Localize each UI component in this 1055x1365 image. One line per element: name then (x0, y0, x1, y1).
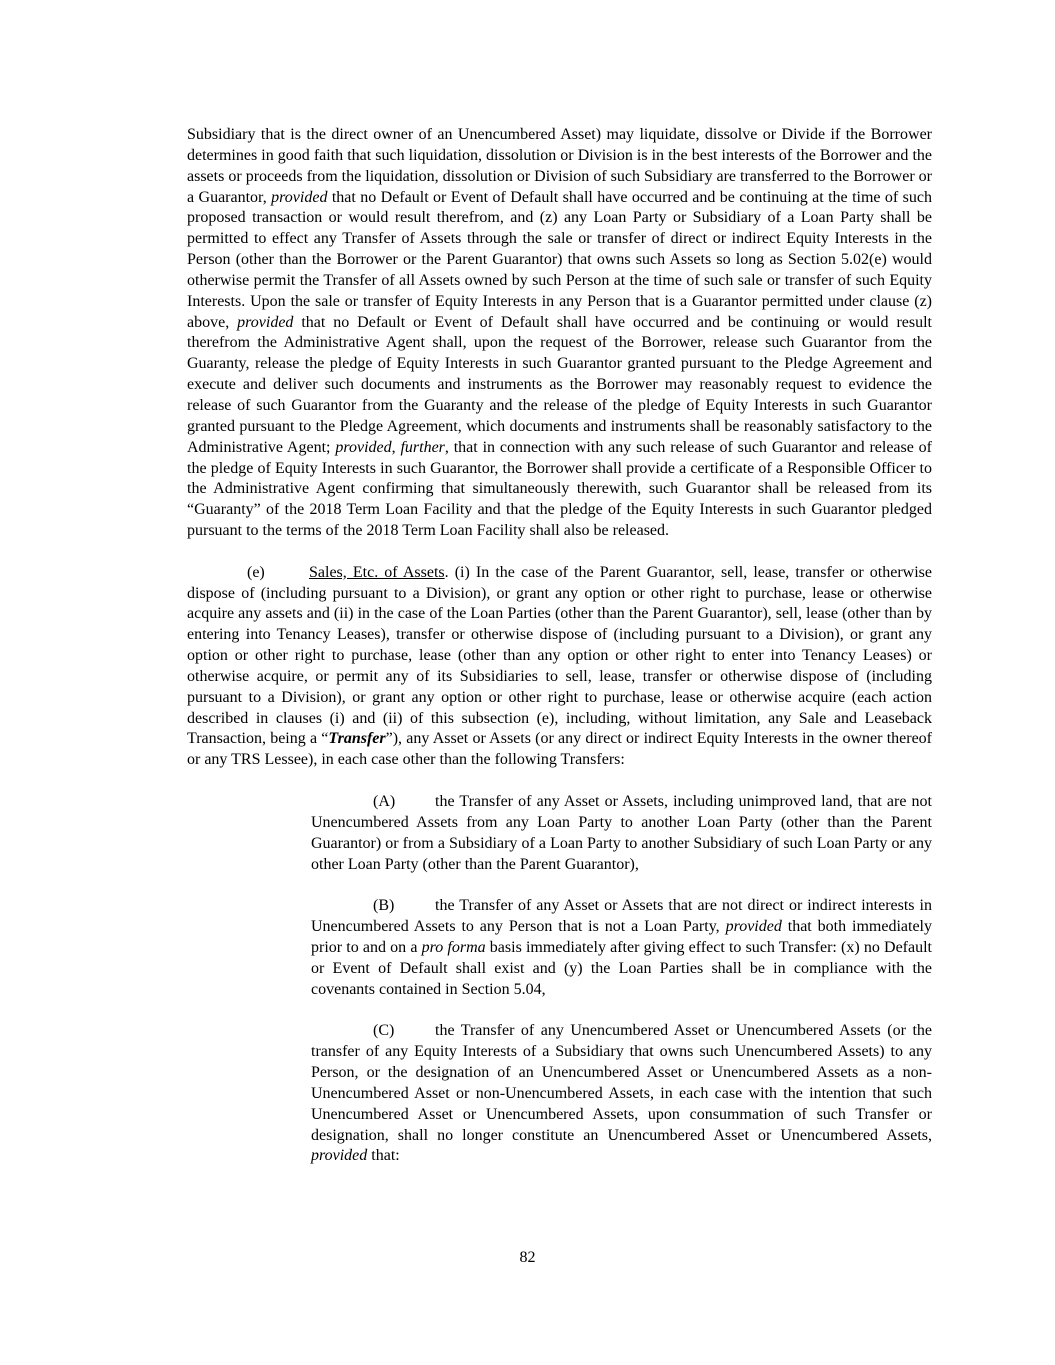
document-page (187, 125, 932, 1167)
section-e-label: (e) (247, 563, 265, 581)
clause-label: (B) (373, 897, 395, 915)
page-number: 82 (519, 1249, 536, 1266)
section-e-paragraph: (e) Sales, Etc. of Assets. (i) In the case of the Parent Guarantor, sell, lease, transfer or otherwise dispose of (including pursuant to a Division), or grant any option or other right to purchase, lease or otherwise acquire any assets and (ii) in the case of the Loan Parties (other than the Parent Guarantor), sell, lease (other than by entering into Tenancy Leases), transfer or otherwise dispose of (including pursuant to a Division), or grant any option or other right to purchase, lease (other than any option or other right to enter into Tenancy Leases) or otherwise acquire, or permit any of its Subsidiaries to sell, lease, transfer or otherwise dispose of (including pursuant to a Division), or grant any option or other right to purchase, lease or otherwise acquire (each action described in clauses (i) and (ii) of this subsection (e), including, without limitation, any Sale and Leaseback Transaction, being a “Transfer”), any Asset or Assets (or any direct or indirect Equity Interests in the owner thereof or any TRS Lessee), in each case other than the following Transfers: (187, 563, 932, 769)
clause-a: (A) the Transfer of any Asset or Assets, including unimproved land, that are not Unencumbered Assets from any Loan Party to another Loan Party (other than the Parent Guarantor) or from a Subsidiary of a Loan Party to another Subsidiary of such Loan Party or any other Loan Party (other than the Parent Guarantor), (311, 793, 932, 873)
clause-label: (C) (373, 1022, 395, 1040)
clause-c: (C) the Transfer of any Unencumbered Asset or Unencumbered Assets (or the transfer of any Equity Interests of a Subsidiary that owns such Unencumbered Assets) to any Person, or the designation of an Unencumbered Asset or Unencumbered Assets as a non-Unencumbered Asset or non-Unencumbered Assets, in each case with the intention that such Unencumbered Asset or Unencumbered Assets, upon consummation of such Transfer or designation, shall no longer constitute an Unencumbered Asset or Unencumbered Assets, provided that: (311, 1022, 932, 1165)
continuation-paragraph: Subsidiary that is the direct owner of an Unencumbered Asset) may liquidate, dissolve or Divide if the Borrower determines in good faith that such liquidation, dissolution or Division is in the best interests of the Borrower and the assets or proceeds from the liquidation, dissolution or Division of such Subsidiary are transferred to the Borrower or a Guarantor, provided that no Default or Event of Default shall have occurred and be continuing at the time of such proposed transaction or would result therefrom, and (z) any Loan Party or Subsidiary of a Loan Party shall be permitted to effect any Transfer of Assets through the sale or transfer of direct or indirect Equity Interests in the Person (other than the Borrower or the Parent Guarantor) that owns such Assets so long as Section 5.02(e) would otherwise permit the Transfer of all Assets owned by such Person at the time of such sale or transfer of such Equity Interests. Upon the sale or transfer of Equity Interests in any Person that is a Guarantor permitted under clause (z) above, provided that no Default or Event of Default shall have occurred and be continuing or would result therefrom the Administrative Agent shall, upon the request of the Borrower, release such Guarantor from the Guaranty, release the pledge of Equity Interests in such Guarantor granted pursuant to the Pledge Agreement and execute and deliver such documents and instruments as the Borrower may reasonably request to evidence the release of such Guarantor from the Guaranty and the release of the pledge of Equity Interests in such Guarantor granted pursuant to the Pledge Agreement, which documents and instruments shall be reasonably satisfactory to the Administrative Agent; provided, further, that in connection with any such release of such Guarantor and release of the pledge of Equity Interests in such Guarantor, the Borrower shall provide a certificate of a Responsible Officer to the Administrative Agent confirming that simultaneously therewith, such Guarantor shall be released from its “Guaranty” of the 2018 Term Loan Facility and that the pledge of the Equity Interests in such Guarantor pledged pursuant to the terms of the 2018 Term Loan Facility shall also be released. (187, 126, 933, 540)
clause-label: (A) (373, 793, 396, 810)
clause-b: (B) the Transfer of any Asset or Assets that are not direct or indirect interests in Unencumbered Assets to any Person that is not a Loan Party, provided that both immediately prior to and on a pro forma basis immediately after giving effect to such Transfer: (x) no Default or Event of Default shall exist and (y) the Loan Parties shall be in compliance with the covenants contained in Section 5.04, (311, 897, 932, 998)
section-e-heading: Sales, Etc. of Assets (309, 563, 445, 581)
